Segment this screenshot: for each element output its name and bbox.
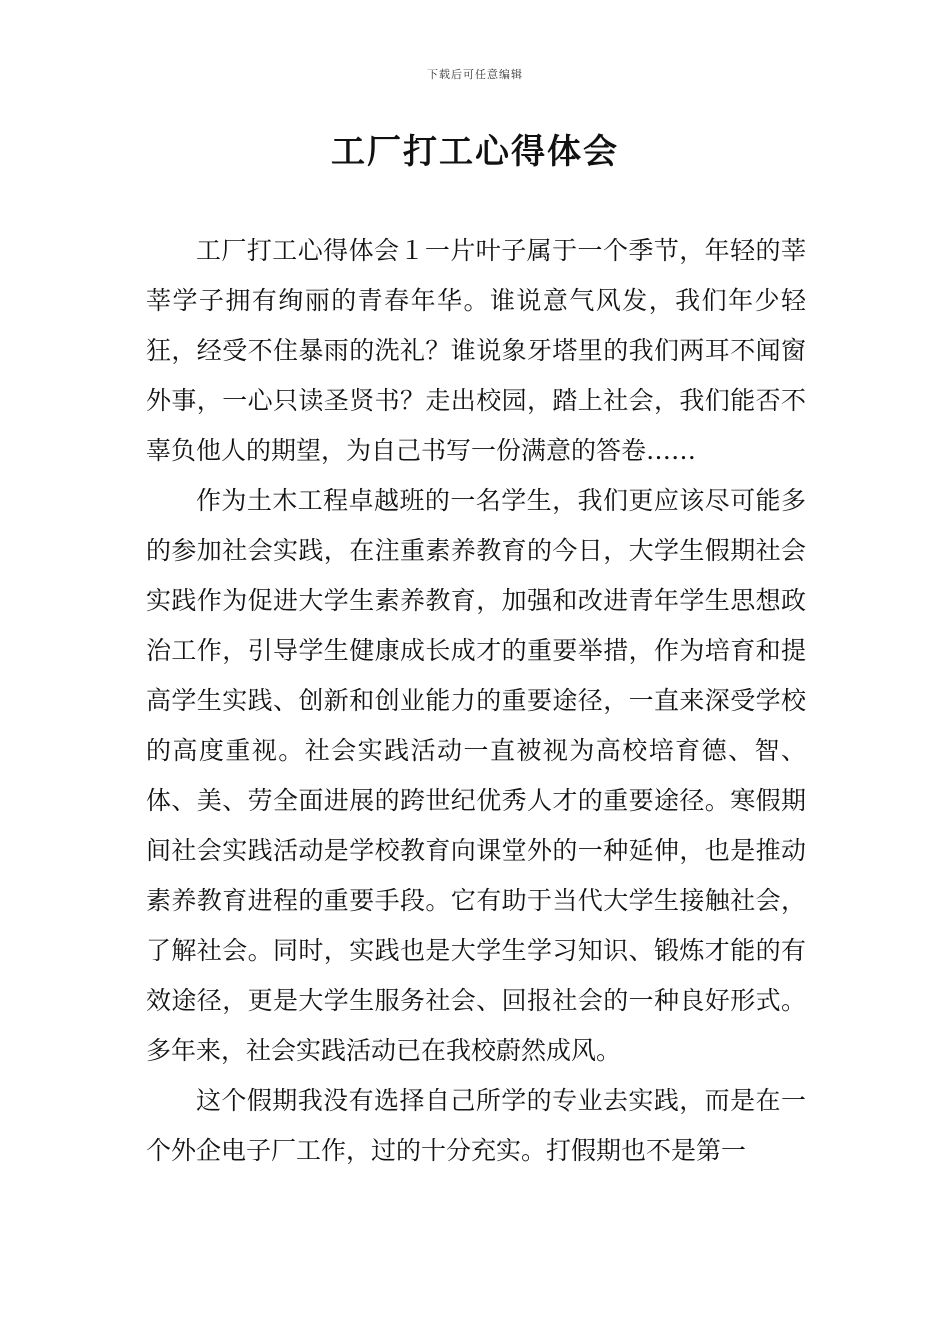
document-body <box>146 226 806 1176</box>
paragraph-3: 这个假期我没有选择自己所学的专业去实践，而是在一个外企电子厂工作，过的十分充实。打假期也不是第一 <box>146 1086 806 1165</box>
header-note: 下载后可任意编辑 <box>427 68 523 81</box>
paragraph-2: 作为土木工程卓越班的一名学生，我们更应该尽可能多的参加社会实践，在注重素养教育的今日，大学生假期社会实践作为促进大学生素养教育，加强和改进青年学生思想政治工作，引导学生健康成长成才的重要举措，作为培育和提高学生实践、创新和创业能力的重要途径，一直来深受学校的高度重视。社会实践活动一直被视为高校培育德、智、体、美、劳全面进展的跨世纪优秀人才的重要途径。寒假期间社会实践活动是学校教育向课堂外的一种延伸，也是推动素养教育进程的重要手段。它有助于当代大学生接触社会，了解社会。同时，实践也是大学生学习知识、锻炼才能的有效途径，更是大学生服务社会、回报社会的一种良好形式。多年来，社会实践活动已在我校蔚然成风。 <box>146 486 806 1065</box>
document-title: 工厂打工心得体会 <box>331 132 619 172</box>
paragraph-1: 工厂打工心得体会１一片叶子属于一个季节，年轻的莘莘学子拥有绚丽的青春年华。谁说意气风发，我们年少轻狂，经受不住暴雨的洗礼？谁说象牙塔里的我们两耳不闻窗外事，一心只读圣贤书？走出校园，踏上社会，我们能否不辜负他人的期望，为自己书写一份满意的答卷…… <box>146 236 806 465</box>
